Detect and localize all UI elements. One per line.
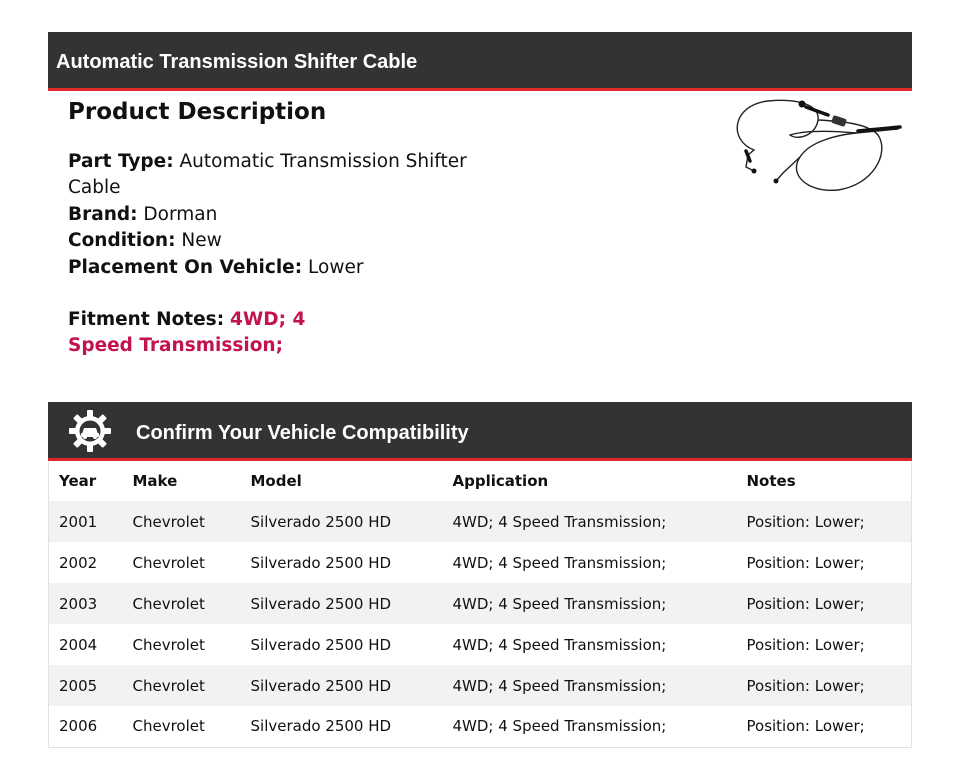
description-heading: Product Description — [68, 99, 327, 125]
col-year: Year — [59, 472, 97, 490]
cell-model: Silverado 2500 HD — [250, 717, 392, 736]
cell-make: Chevrolet — [132, 717, 205, 736]
cell-application: 4WD; 4 Speed Transmission; — [452, 594, 667, 613]
table-row — [49, 706, 912, 747]
table-row — [49, 624, 912, 665]
cell-application: 4WD; 4 Speed Transmission; — [452, 512, 667, 531]
product-description — [68, 95, 468, 360]
col-notes: Notes — [746, 472, 796, 490]
spec-condition — [68, 228, 468, 254]
compatibility-title: Confirm Your Vehicle Compatibility — [136, 422, 469, 444]
cell-notes: Position: Lower; — [746, 717, 865, 736]
fitment-value: 4WD; 4 Speed Transmission; — [68, 309, 306, 357]
cell-make: Chevrolet — [132, 635, 205, 654]
table-row — [49, 542, 912, 583]
cell-notes: Position: Lower; — [746, 594, 865, 613]
spec-part-type — [68, 149, 468, 202]
table-header-row — [49, 461, 912, 501]
spec-list — [68, 149, 468, 281]
spec-value: Dorman — [143, 203, 218, 225]
cell-model: Silverado 2500 HD — [250, 635, 392, 654]
spec-brand — [68, 202, 468, 228]
spec-value: Lower — [308, 256, 364, 278]
cell-notes: Position: Lower; — [746, 635, 865, 654]
product-title-banner — [48, 32, 912, 91]
cell-model: Silverado 2500 HD — [250, 553, 392, 572]
table-row — [49, 501, 912, 542]
col-model: Model — [250, 472, 302, 490]
compatibility-table — [48, 461, 912, 748]
cell-application: 4WD; 4 Speed Transmission; — [452, 676, 667, 695]
cell-year: 2001 — [59, 512, 98, 531]
gear-car-icon — [68, 409, 112, 453]
spec-placement — [68, 255, 468, 281]
cell-year: 2002 — [59, 553, 98, 572]
cell-notes: Position: Lower; — [746, 676, 865, 695]
cell-application: 4WD; 4 Speed Transmission; — [452, 635, 667, 654]
spec-label: Placement On Vehicle: — [68, 256, 303, 278]
fitment-notes — [68, 307, 368, 360]
cell-make: Chevrolet — [132, 553, 205, 572]
spec-label: Brand: — [68, 203, 138, 225]
product-title: Automatic Transmission Shifter Cable — [56, 51, 418, 73]
spec-label: Part Type: — [68, 151, 174, 172]
cell-make: Chevrolet — [132, 512, 205, 531]
fitment-label: Fitment Notes: — [68, 309, 225, 331]
cell-year: 2004 — [59, 635, 98, 654]
cell-year: 2003 — [59, 594, 98, 613]
spec-value: Automatic Transmission Shifter Cable — [68, 151, 467, 199]
table-row — [49, 665, 912, 706]
cell-model: Silverado 2500 HD — [250, 594, 392, 613]
cell-application: 4WD; 4 Speed Transmission; — [452, 553, 667, 572]
col-make: Make — [132, 472, 178, 490]
cell-year: 2005 — [59, 676, 98, 695]
cell-make: Chevrolet — [132, 676, 205, 695]
cell-notes: Position: Lower; — [746, 553, 865, 572]
cell-model: Silverado 2500 HD — [250, 676, 392, 695]
col-application: Application — [452, 472, 549, 490]
cell-notes: Position: Lower; — [746, 512, 865, 531]
spec-value: New — [181, 230, 222, 252]
cell-year: 2006 — [59, 717, 98, 736]
cell-application: 4WD; 4 Speed Transmission; — [452, 717, 667, 736]
table-row — [49, 583, 912, 624]
spec-label: Condition: — [68, 230, 176, 252]
shifter-cable-image — [728, 95, 908, 195]
cell-model: Silverado 2500 HD — [250, 512, 392, 531]
compatibility-banner — [48, 402, 912, 461]
cell-make: Chevrolet — [132, 594, 205, 613]
